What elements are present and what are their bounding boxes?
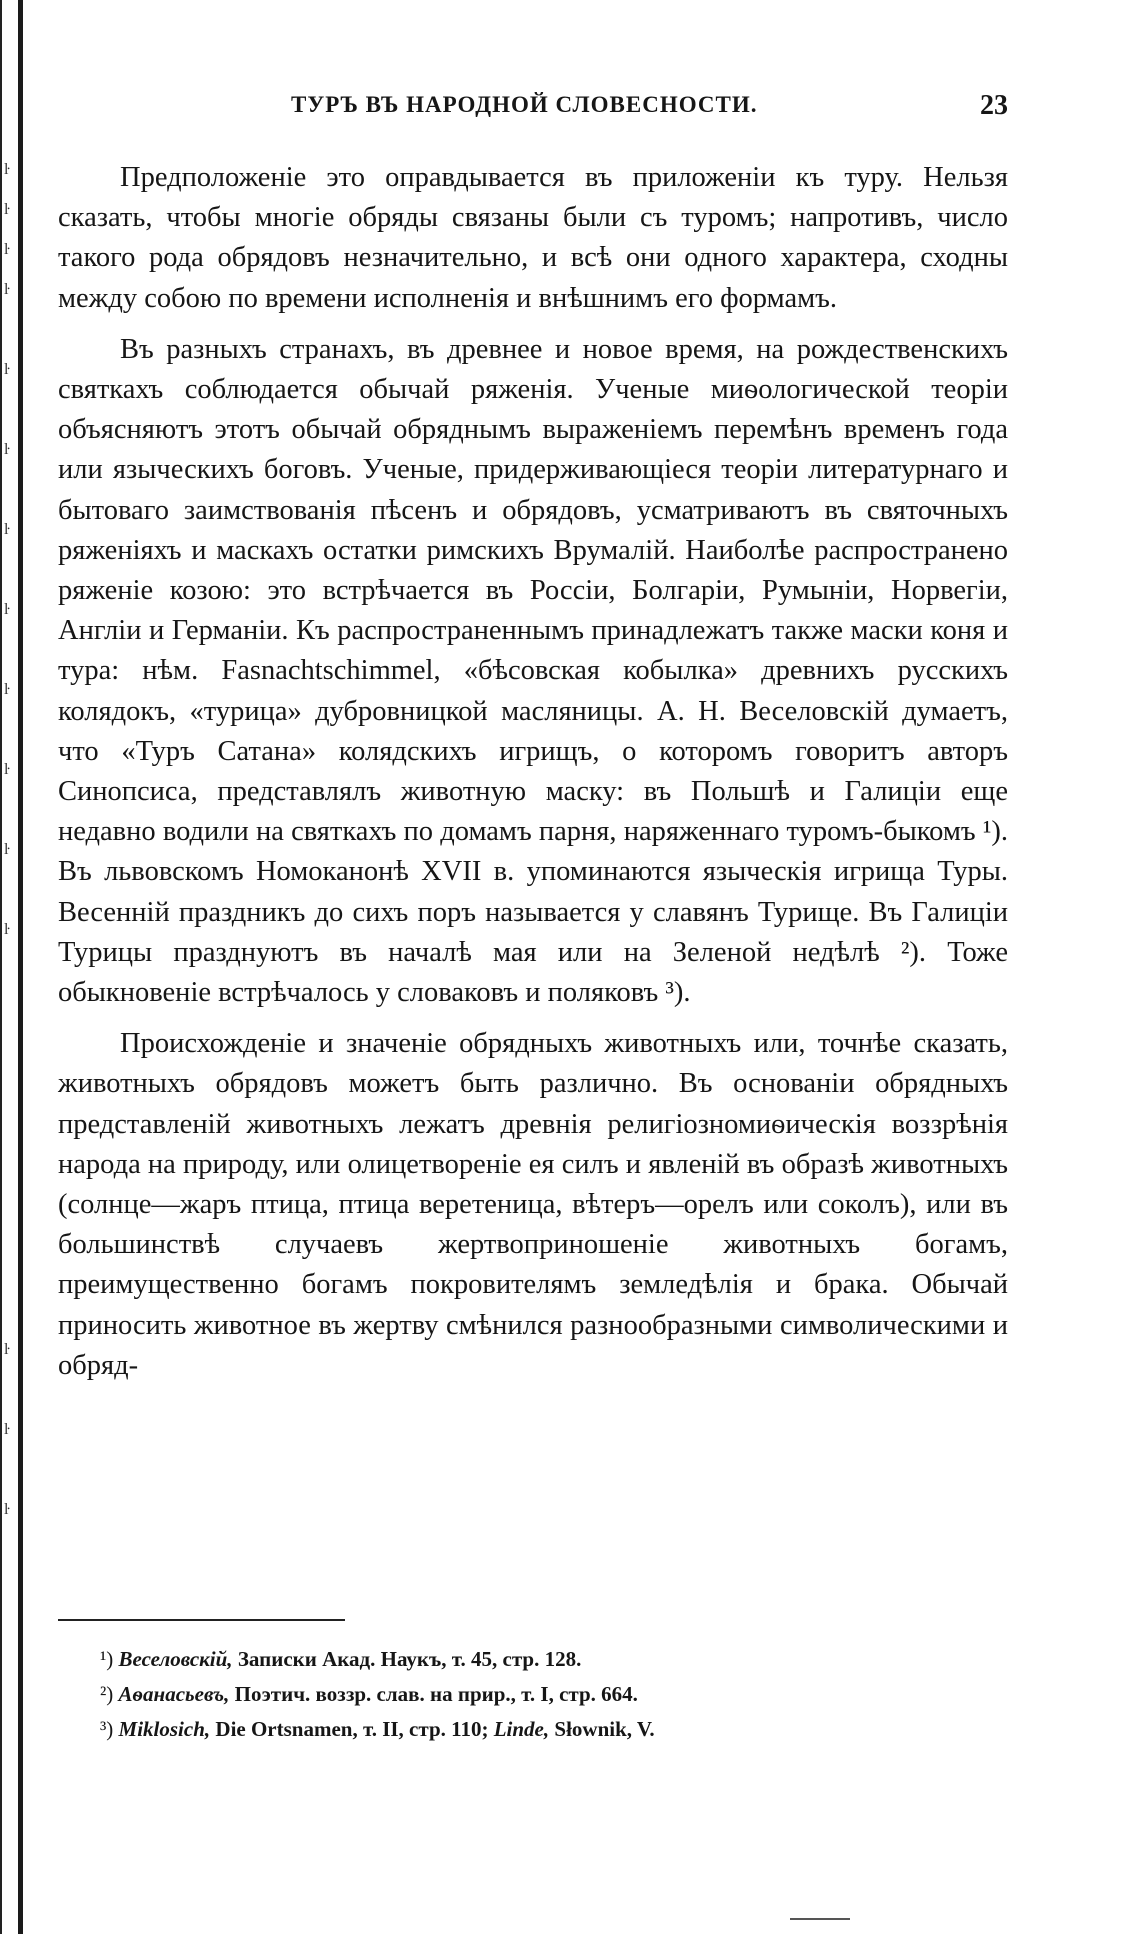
margin-fragment: ŀ bbox=[4, 281, 10, 298]
footnote-mark: ¹) bbox=[100, 1647, 114, 1671]
margin-fragment: ŀ bbox=[4, 161, 10, 178]
paragraph: Предположеніе это оправдывается въ приложеніи къ туру. Нельзя сказать, чтобы многіе обряды связаны были съ туромъ; напротивъ, число такого рода обрядовъ незначительно, и всѣ они одного характера, сходны между собою по времени исполненія и внѣшнимъ его формамъ. bbox=[58, 162, 1008, 314]
footnotes bbox=[100, 1642, 1000, 1747]
margin-fragment: ŀ bbox=[4, 201, 10, 218]
margin-fragment: ŀ bbox=[4, 361, 10, 378]
margin-fragment: ŀ bbox=[4, 761, 10, 778]
margin-fragment: ŀ bbox=[4, 921, 10, 938]
margin-fragment: ŀ bbox=[4, 1421, 10, 1438]
margin-fragment: ŀ bbox=[4, 601, 10, 618]
facing-page-fragments bbox=[4, 160, 40, 1560]
paragraph: Происхожденіе и значеніе обрядныхъ животныхъ или, точнѣе сказать, животныхъ обрядовъ можетъ быть различно. Въ основаніи обрядныхъ представленій животныхъ лежатъ древнія религіозномиѳическія воззрѣнія народа на природу, или олицетвореніе ея силъ и явленій въ образѣ животныхъ (солнце—жаръ птица, птица веретеница, вѣтеръ—орелъ или соколъ), или въ большинствѣ случаевъ жертвоприношеніе животныхъ богамъ, преимущественно богамъ покровителямъ земледѣлія и брака. Обычай приносить животное въ жертву смѣнился разнообразными символическими и обряд- bbox=[58, 1028, 1008, 1381]
margin-fragment: ŀ bbox=[4, 521, 10, 538]
footnote bbox=[100, 1712, 1000, 1747]
margin-fragment: ŀ bbox=[4, 841, 10, 858]
footnote-author: Веселовскій, bbox=[118, 1647, 233, 1671]
margin-fragment: ŀ bbox=[4, 241, 10, 258]
footnote-text: Die Ortsnamen, т. II, стр. 110; bbox=[215, 1717, 489, 1741]
margin-fragment: ŀ bbox=[4, 1501, 10, 1518]
footnote-mark: ³) bbox=[100, 1717, 114, 1741]
footnote-author: Аѳанасьевъ, bbox=[118, 1682, 230, 1706]
paragraph: Въ разныхъ странахъ, въ древнее и новое время, на рождественскихъ святкахъ соблюдается обычай ряженія. Ученые миѳологической теоріи объясняютъ этотъ обычай обряднымъ выраженіемъ перемѣнъ временъ года или языческихъ боговъ. Ученые, придерживающіеся теоріи литературнаго и бытоваго заимствованія пѣсенъ и обрядовъ, усматриваютъ въ святочныхъ ряженіяхъ и маскахъ остатки римскихъ Врумалій. Наиболѣе распространено ряженіе козою: это встрѣчается въ Россіи, Болгаріи, Румыніи, Норвегіи, Англіи и Германіи. Къ распространеннымъ принадлежатъ также маски коня и тура: нѣм. Fasnachtschimmel, «бѣсовская кобылка» древнихъ русскихъ колядокъ, «турица» дубровницкой масляницы. А. Н. Веселовскій думаетъ, что «Туръ Сатана» колядскихъ игрищъ, о которомъ говоритъ авторъ Синопсиса, представлялъ животную маску: въ Польшѣ и Галиціи еще недавно водили на святкахъ по домамъ парня, наряженнаго туромъ-быкомъ ¹). Въ львовскомъ Номоканонѣ XVII в. упоминаются языческія игрища Туры. Весенній праздникъ до сихъ поръ называется у славянъ Турище. Въ Галиціи Турицы празднуютъ въ началѣ мая или на Зеленой недѣлѣ ²). Тоже обыкновеніе встрѣчалось у словаковъ и поляковъ ³). bbox=[58, 333, 1008, 1009]
footnote bbox=[100, 1677, 1000, 1712]
main-text bbox=[58, 158, 1008, 1397]
footnote-author: Linde, bbox=[493, 1717, 550, 1741]
margin-fragment: ŀ bbox=[4, 1341, 10, 1358]
gutter-edge bbox=[0, 0, 2, 1934]
margin-fragment: ŀ bbox=[4, 681, 10, 698]
footnote-text: Записки Акад. Наукъ, т. 45, стр. 128. bbox=[237, 1647, 582, 1671]
footnote-separator bbox=[58, 1619, 345, 1621]
footnote-author: Miklosich, bbox=[118, 1717, 211, 1741]
page-header bbox=[58, 92, 1008, 132]
footnote-text: Поэтич. воззр. слав. на прир., т. I, стр. 664. bbox=[234, 1682, 638, 1706]
page-bottom-mark bbox=[790, 1918, 850, 1920]
footnote bbox=[100, 1642, 1000, 1677]
footnote-text: Słownik, V. bbox=[554, 1717, 655, 1741]
page-number: 23 bbox=[980, 90, 1008, 121]
running-title: ТУРЪ ВЪ НАРОДНОЙ СЛОВЕСНОСТИ. bbox=[291, 92, 758, 117]
margin-fragment: ŀ bbox=[4, 441, 10, 458]
footnote-mark: ²) bbox=[100, 1682, 114, 1706]
